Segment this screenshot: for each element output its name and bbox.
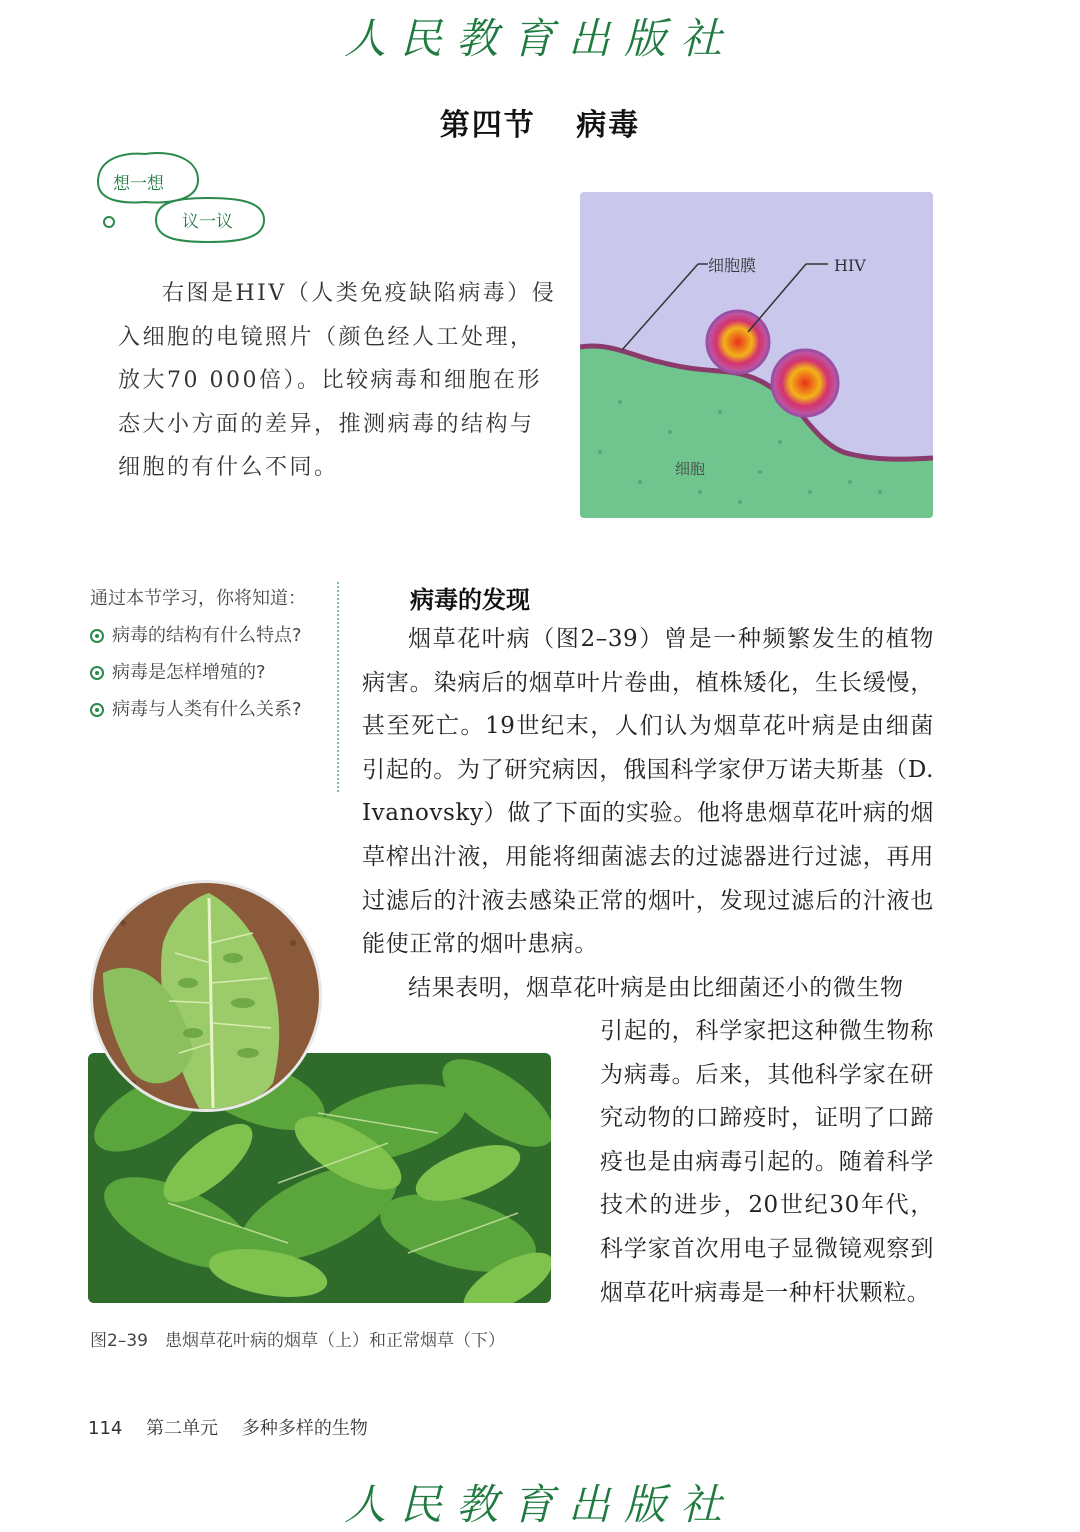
paragraph-2-start: 结果表明，烟草花叶病是由比细菌还小的微生物: [408, 974, 904, 1001]
goal-item: [90, 617, 330, 654]
goal-item: [90, 654, 330, 691]
badge-bubble-dot: [104, 217, 114, 227]
hiv-virion-1: [707, 311, 769, 373]
label-cell: 细胞: [675, 460, 706, 478]
diseased-tobacco-photo: [90, 880, 322, 1112]
target-icon: [90, 703, 104, 717]
subsection-title: 病毒的发现: [410, 586, 530, 614]
figure-caption: 图2–39 患烟草花叶病的烟草（上）和正常烟草（下）: [90, 1331, 505, 1351]
page-number: 114: [88, 1418, 123, 1439]
page-footer: [88, 1414, 386, 1440]
goal-item: [90, 691, 330, 728]
section-number: 第四节: [439, 108, 536, 143]
target-icon: [90, 666, 104, 680]
hiv-micrograph: [580, 192, 933, 518]
goal-text: 病毒与人类有什么关系?: [112, 699, 302, 720]
publisher-logo-top: 人民教育出版社: [343, 14, 736, 63]
goal-text: 病毒的结构有什么特点?: [112, 625, 302, 646]
intro-block: [118, 272, 558, 490]
goals-heading: 通过本节学习，你将知道：: [90, 588, 306, 609]
section-name: 病毒: [576, 108, 641, 143]
unit-label: 第二单元: [146, 1418, 219, 1439]
badge-line2: 议一议: [182, 212, 233, 232]
hiv-virion-2: [772, 350, 838, 416]
publisher-logo-bottom: 人民教育出版社: [343, 1480, 736, 1529]
page-title: [0, 100, 1080, 144]
unit-title: 多种多样的生物: [241, 1418, 368, 1439]
paragraph-2-rest: 引起的，科学家把这种微生物称为病毒。后来，其他科学家在研究动物的口蹄疫时，证明了口蹄疫也是由病毒引起的。随着科学技术的进步，20世纪30年代，科学家首次用电子显微镜观察到烟草花叶病毒是一种杆状颗粒。: [600, 1018, 934, 1306]
label-hiv: HIV: [834, 256, 866, 275]
main-text: [362, 618, 934, 1010]
learning-goals: [90, 580, 330, 728]
goal-text: 病毒是怎样增殖的?: [112, 662, 266, 683]
target-icon: [90, 629, 104, 643]
think-discuss-badge: [90, 150, 280, 245]
sidebar-divider: [337, 582, 339, 792]
paragraph-1: 烟草花叶病（图2–39）曾是一种频繁发生的植物病害。染病后的烟草叶片卷曲，植株矮化，生长缓慢，甚至死亡。19世纪末，人们认为烟草花叶病是由细菌引起的。为了研究病因，俄国科学家伊万诺夫斯基（D. Ivanovsky）做了下面的实验。他将患烟草花叶病的烟草榨出汁液，用能将细菌滤去的过滤器进行过滤，再用过滤后的汁液去感染正常的烟叶，发现过滤后的汁液也能使正常的烟叶患病。: [362, 626, 934, 958]
intro-paragraph: 右图是HIV（人类免疫缺陷病毒）侵入细胞的电镜照片（颜色经人工处理，放大70 000倍）。比较病毒和细胞在形态大小方面的差异，推测病毒的结构与细胞的有什么不同。: [118, 281, 557, 480]
label-membrane: 细胞膜: [708, 256, 757, 275]
badge-line1: 想一想: [113, 174, 164, 194]
